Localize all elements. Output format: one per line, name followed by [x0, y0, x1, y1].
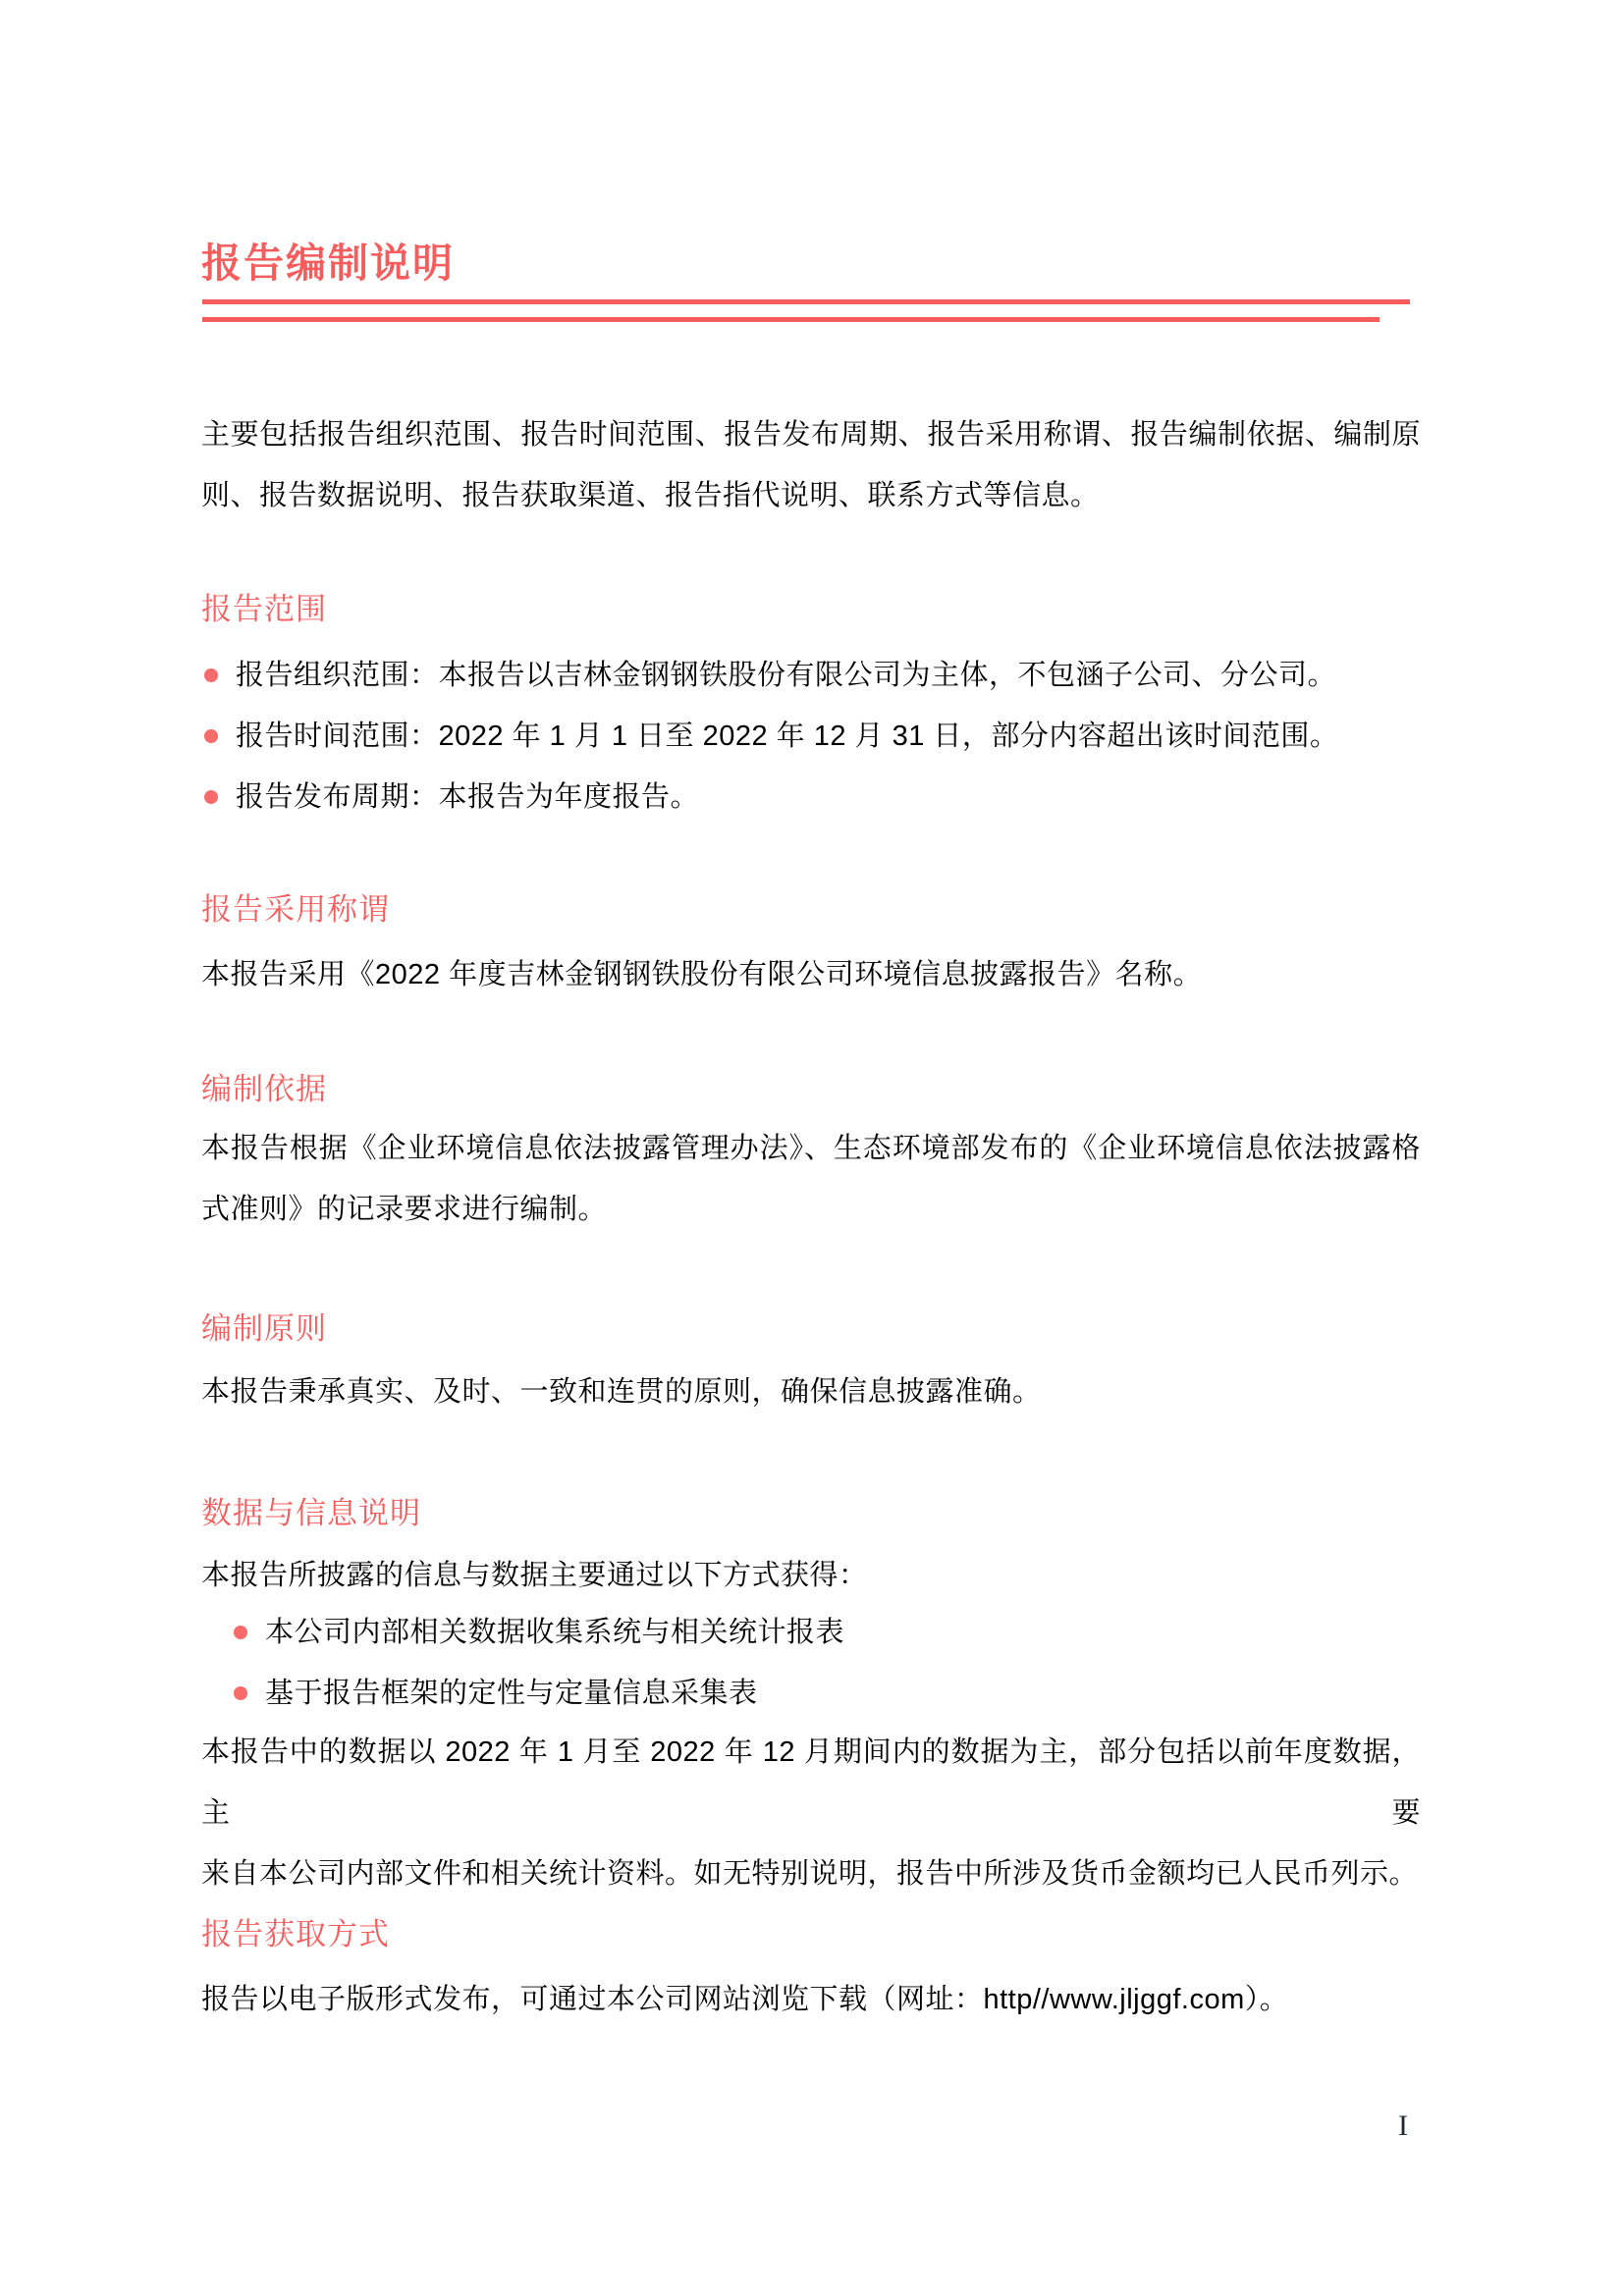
bullet-text: 报告发布周期：本报告为年度报告。 — [236, 781, 700, 813]
page-title: 报告编制说明 — [201, 240, 455, 286]
bullet-item — [201, 706, 1421, 767]
access-paragraph: 报告以电子版形式发布，可通过本公司网站浏览下载（网址：http//www.jljggf.com）。 — [201, 1984, 1289, 2015]
section-heading-naming: 报告采用称谓 — [201, 892, 390, 927]
data-info-paragraph — [201, 1722, 1421, 1904]
basis-line: 式准则》的记录要求进行编制。 — [201, 1194, 608, 1225]
basis-line: 本报告根据《企业环境信息依法披露管理办法》、生态环境部发布的《企业环境信息依法披露格 — [201, 1133, 1421, 1164]
principles-paragraph: 本报告秉承真实、及时、一致和连贯的原则，确保信息披露准确。 — [201, 1376, 1042, 1408]
bullet-item — [201, 767, 1421, 828]
section-heading-basis: 编制依据 — [201, 1072, 327, 1106]
basis-paragraph — [201, 1118, 1421, 1240]
bullet-text: 本公司内部相关数据收集系统与相关统计报表 — [265, 1617, 845, 1648]
bullet-dot-icon — [204, 668, 218, 682]
intro-line: 主要包括报告组织范围、报告时间范围、报告发布周期、报告采用称谓、报告编制依据、编制原 — [201, 419, 1421, 451]
title-underline-top — [202, 299, 1410, 304]
bullet-item — [201, 1602, 1421, 1663]
data-info-bullet-list — [201, 1602, 1421, 1724]
bullet-text: 报告时间范围：2022 年 1 月 1 日至 2022 年 12 月 31 日，部分内容超出该时间范围。 — [236, 721, 1339, 752]
page-number: I — [1398, 2109, 1408, 2142]
data-info-line: 本报告中的数据以 2022 年 1 月至 2022 年 12 月期间内的数据为主，部分包括以前年度数据，主要 — [201, 1736, 1421, 1829]
bullet-dot-icon — [234, 1626, 247, 1639]
bullet-text: 报告组织范围：本报告以吉林金钢钢铁股份有限公司为主体，不包涵子公司、分公司。 — [236, 660, 1337, 691]
intro-line: 则、报告数据说明、报告获取渠道、报告指代说明、联系方式等信息。 — [201, 480, 1100, 511]
bullet-item — [201, 645, 1421, 706]
data-info-line: 来自本公司内部文件和相关统计资料。如无特别说明，报告中所涉及货币金额均已人民币列示。 — [201, 1858, 1419, 1890]
section-heading-principles: 编制原则 — [201, 1311, 327, 1346]
section-heading-scope: 报告范围 — [201, 592, 327, 626]
bullet-dot-icon — [204, 729, 218, 743]
section-heading-access: 报告获取方式 — [201, 1917, 390, 1951]
scope-bullet-list — [201, 645, 1421, 828]
naming-paragraph: 本报告采用《2022 年度吉林金钢钢铁股份有限公司环境信息披露报告》名称。 — [201, 959, 1203, 990]
data-info-lead: 本报告所披露的信息与数据主要通过以下方式获得： — [201, 1560, 868, 1591]
bullet-dot-icon — [204, 790, 218, 804]
section-heading-data-info: 数据与信息说明 — [201, 1496, 421, 1530]
bullet-text: 基于报告框架的定性与定量信息采集表 — [265, 1678, 758, 1709]
bullet-dot-icon — [234, 1686, 247, 1700]
title-underline-bottom — [202, 317, 1380, 322]
intro-paragraph — [201, 404, 1421, 526]
bullet-item — [201, 1663, 1421, 1724]
